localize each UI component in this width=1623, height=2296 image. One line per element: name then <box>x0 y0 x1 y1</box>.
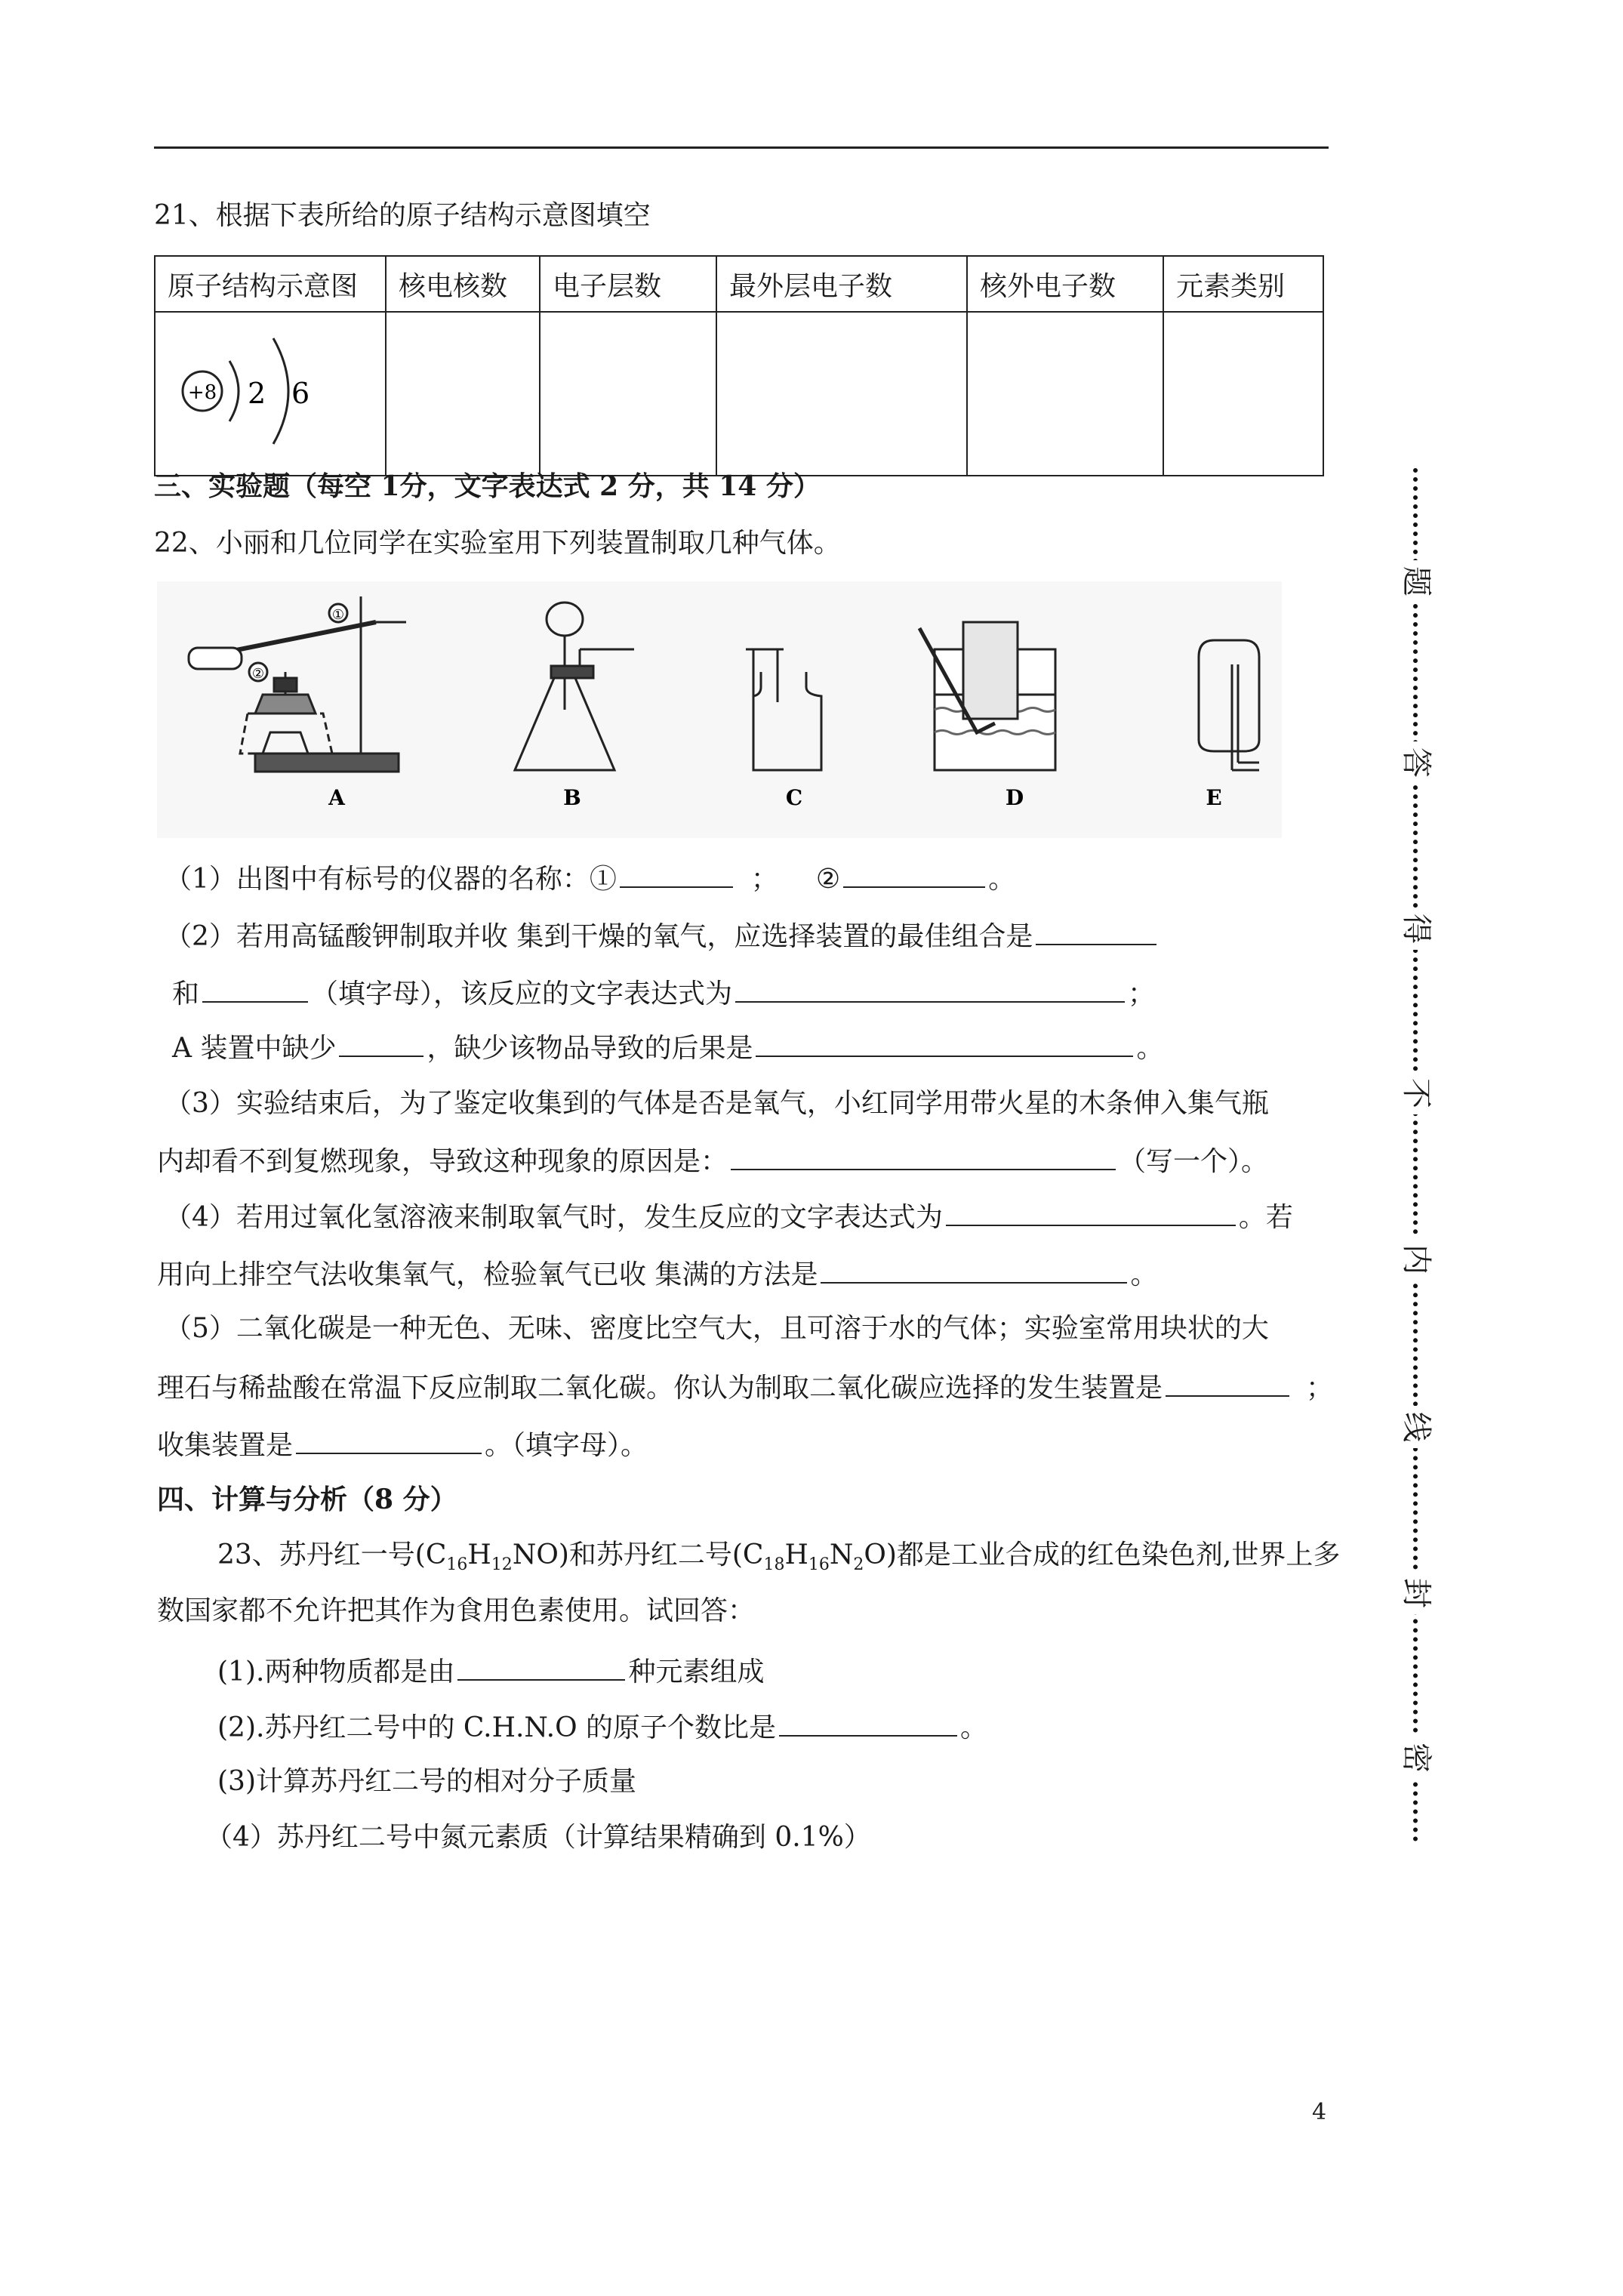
shell1-electrons: 2 <box>248 377 266 410</box>
atom-structure-table <box>154 255 1324 476</box>
q22-part5-line2: 理石与稀盐酸在常温下反应制取二氧化碳。你认为制取二氧化碳应选择的发生装置是 ； <box>157 1368 1333 1407</box>
q22-part2: （2）若用高锰酸钾制取并收 集到干燥的氧气，应选择装置的最佳组合是 <box>165 917 1160 955</box>
answer-cell[interactable] <box>967 312 1163 476</box>
atom-diagram-cell <box>155 312 386 476</box>
apparatus-figure <box>157 581 1282 838</box>
answer-blank[interactable] <box>731 1142 1116 1170</box>
answer-cell[interactable] <box>386 312 540 476</box>
q22-part2-line3: A 装置中缺少 ，缺少该物品导致的后果是 。 <box>172 1028 1163 1067</box>
apparatus-label-e: E <box>1206 785 1222 810</box>
q22-part5-line3: 收集装置是 。（填字母）。 <box>157 1425 648 1464</box>
answer-blank[interactable] <box>821 1255 1127 1284</box>
answer-blank[interactable] <box>779 1708 957 1737</box>
answer-blank[interactable] <box>202 974 308 1003</box>
apparatus-label-a: A <box>328 785 345 810</box>
apparatus-label-d: D <box>1005 785 1024 810</box>
q22-title: 22、小丽和几位同学在实验室用下列装置制取几种气体。 <box>154 528 841 559</box>
q22-part5: （5）二氧化碳是一种无色、无味、密度比空气大，且可溶于水的气体；实验室常用块状的大 <box>165 1313 1269 1344</box>
page-number: 4 <box>1312 2099 1327 2125</box>
seal-char: 线 <box>1395 1406 1437 1448</box>
q23-sub2: (2).苏丹红二号中的 C.H.N.O 的原子个数比是 。 <box>217 1708 987 1746</box>
seal-char: 答 <box>1395 741 1437 784</box>
q22-part4-line2: 用向上排空气法收集氧气，检验氧气已收 集满的方法是 。 <box>157 1255 1157 1293</box>
section3-heading: 三、实验题（每空 1分，文字表达式 2 分，共 14 分） <box>154 470 821 502</box>
seal-char: 不 <box>1395 1072 1437 1114</box>
answer-blank[interactable] <box>296 1425 482 1454</box>
answer-blank[interactable] <box>339 1028 423 1057</box>
nucleus-charge: +8 <box>187 381 217 404</box>
header-rule <box>154 146 1329 149</box>
answer-cell[interactable] <box>716 312 967 476</box>
q22-part4: （4）若用过氧化氢溶液来制取氧气时，发生反应的文字表达式为 。若 <box>165 1197 1293 1236</box>
q22-part1: （1）出图中有标号的仪器的名称：① ； ② 。 <box>165 859 1015 898</box>
answer-blank[interactable] <box>756 1028 1133 1057</box>
q22-part2-line2: 和 （填字母），该反应的文字表达式为 ； <box>172 974 1155 1012</box>
oxygen-atom-diagram <box>156 313 361 468</box>
q23-line1: 23、苏丹红一号$(C_{16}H_{12}NO)$和苏丹红二号$(C_{18}H_{16}N_2O)$都是工业合成的红色染色剂,世界上多 <box>217 1539 1341 1575</box>
seal-dotted-line <box>1413 468 1418 1842</box>
answer-blank[interactable] <box>946 1197 1236 1226</box>
apparatus-label-c: C <box>785 785 803 810</box>
table-header: 最外层电子数 <box>716 256 967 312</box>
table-header: 核电核数 <box>386 256 540 312</box>
table-header: 电子层数 <box>540 256 716 312</box>
seal-char: 得 <box>1395 908 1437 950</box>
answer-blank[interactable] <box>735 974 1125 1003</box>
apparatus-label-b: B <box>563 785 581 810</box>
q22-part3: （3）实验结束后，为了鉴定收集到的气体是否是氧气，小红同学用带火星的木条伸入集气瓶 <box>165 1088 1269 1119</box>
answer-cell[interactable] <box>540 312 716 476</box>
mark2-label: ② <box>251 666 265 682</box>
seal-char: 封 <box>1395 1572 1437 1614</box>
q22-part3-line2: 内却看不到复燃现象，导致这种现象的原因是： （写一个）。 <box>157 1142 1268 1180</box>
section4-heading: 四、计算与分析（8 分） <box>157 1484 457 1515</box>
q23-sub1: (1).两种物质都是由 种元素组成 <box>217 1652 764 1690</box>
answer-blank[interactable] <box>620 859 733 888</box>
q23-sub3: (3)计算苏丹红二号的相对分子质量 <box>217 1766 636 1797</box>
seal-char: 题 <box>1395 560 1437 603</box>
seal-line <box>1394 468 1439 1842</box>
table-header: 原子结构示意图 <box>155 256 386 312</box>
answer-blank[interactable] <box>457 1652 625 1681</box>
answer-cell[interactable] <box>1163 312 1323 476</box>
q23-sub4: （4）苏丹红二号中氮元素质（计算结果精确到 0.1%） <box>205 1822 871 1853</box>
table-header: 核外电子数 <box>967 256 1163 312</box>
table-header: 元素类别 <box>1163 256 1323 312</box>
seal-char: 密 <box>1395 1737 1437 1779</box>
mark1-label: ① <box>331 607 345 623</box>
q23-line2: 数国家都不允许把其作为食用色素使用。试回答： <box>157 1595 756 1626</box>
q21-title: 21、根据下表所给的原子结构示意图填空 <box>154 200 651 231</box>
answer-blank[interactable] <box>1036 917 1156 945</box>
answer-blank[interactable] <box>843 859 985 888</box>
shell2-electrons: 6 <box>291 377 310 410</box>
seal-char: 内 <box>1395 1238 1437 1281</box>
answer-blank[interactable] <box>1166 1368 1289 1397</box>
